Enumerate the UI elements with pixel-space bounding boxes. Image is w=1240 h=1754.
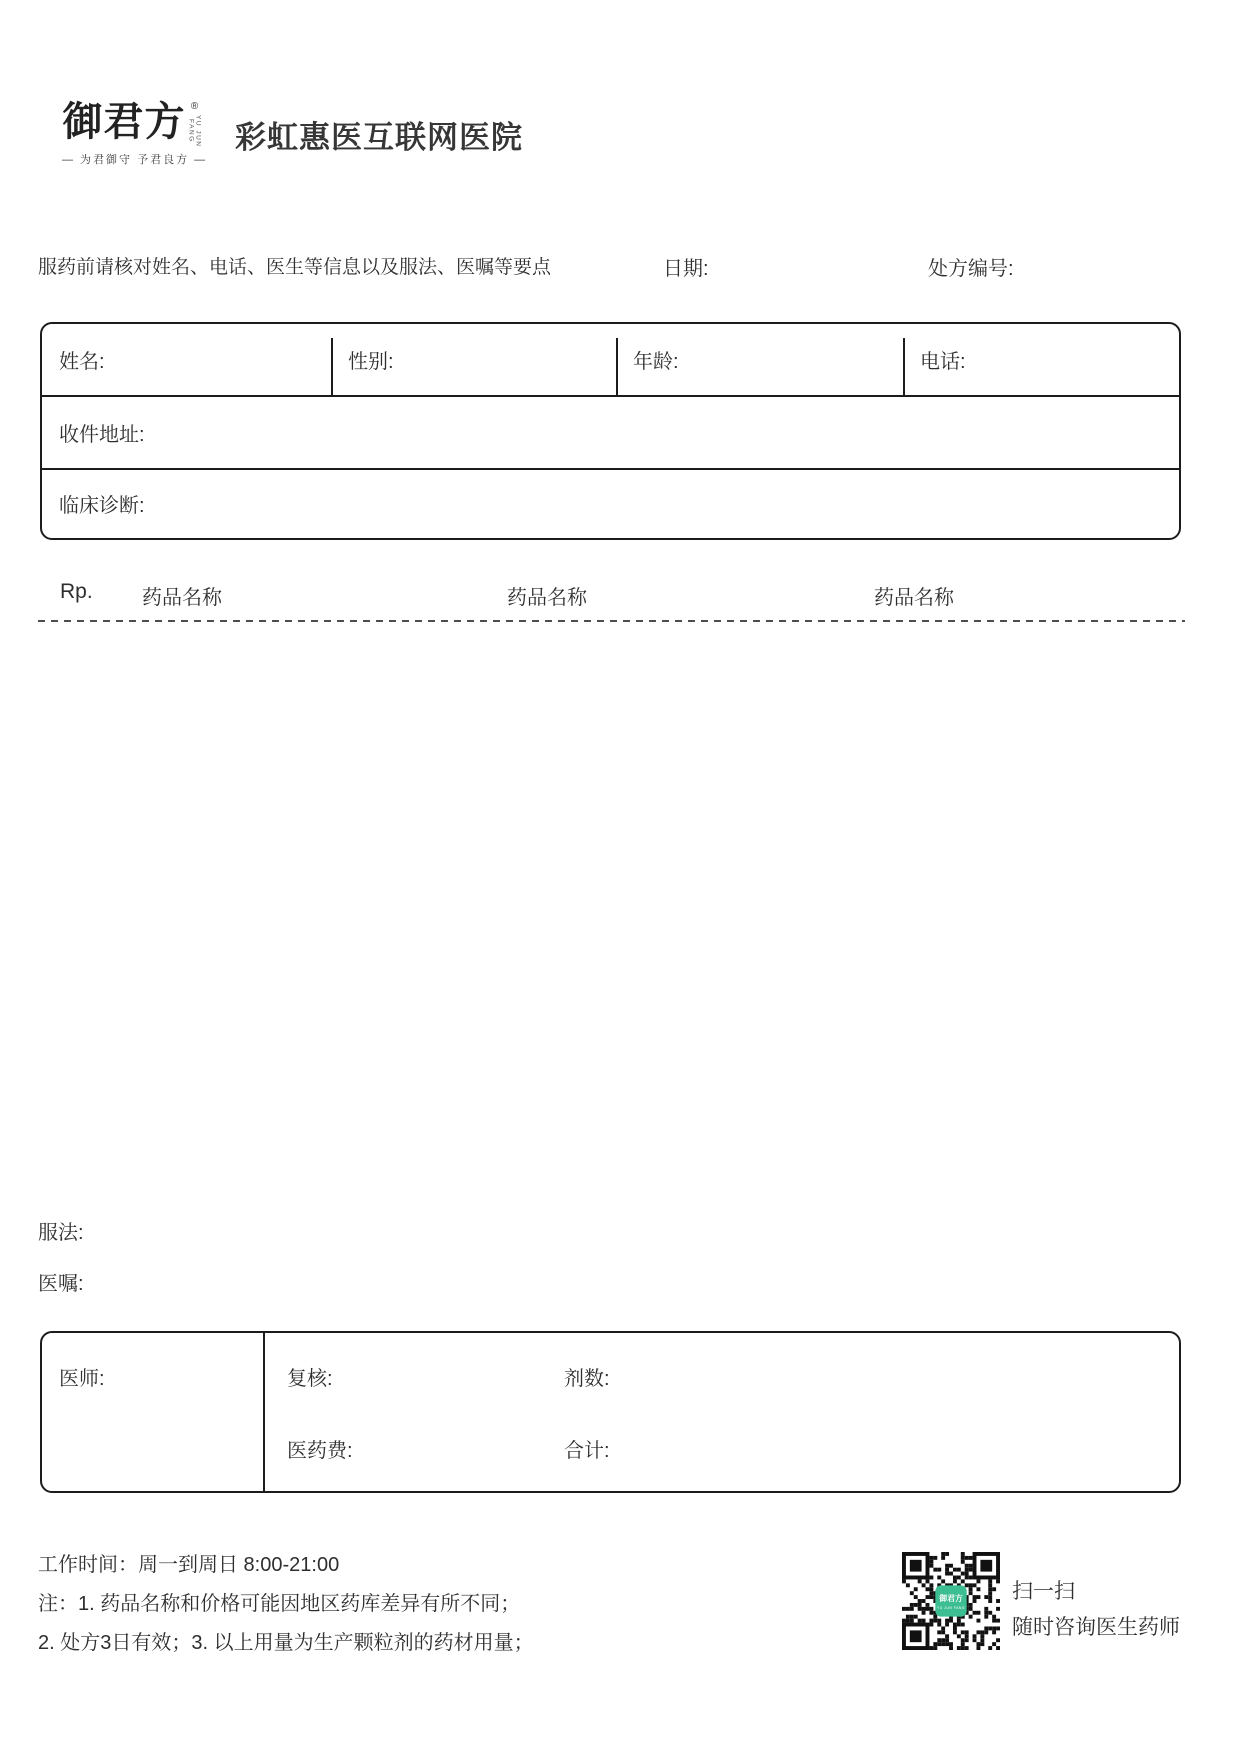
patient-row-basic	[42, 324, 1179, 395]
patient-gender-label: 性别:	[331, 324, 616, 395]
hospital-name: 彩虹惠医互联网医院	[235, 120, 523, 155]
registered-trademark-icon: ®	[190, 101, 199, 112]
patient-age-label: 年龄:	[616, 324, 903, 395]
clinical-diagnosis-label: 临床诊断:	[59, 494, 145, 517]
qr-scan-description: 随时咨询医生药师	[1012, 1616, 1180, 1639]
signature-box	[40, 1331, 1181, 1493]
work-time: 工作时间：周一到周日 8:00-21:00	[38, 1554, 340, 1576]
medication-notice: 服药前请核对姓名、电话、医生等信息以及服法、医嘱等要点	[38, 257, 552, 278]
brand-vertical-text: YU JUN FANG	[187, 114, 202, 148]
qr-code	[902, 1552, 1000, 1650]
note-line-2: 2. 处方3日有效；3. 以上用量为生产颗粒剂的药材用量；	[38, 1632, 534, 1654]
prescription-number-label: 处方编号:	[928, 258, 1014, 280]
rp-label: Rp.	[60, 580, 93, 603]
medical-fee-label: 医药费:	[287, 1440, 353, 1462]
drug-name-header-1: 药品名称	[142, 587, 222, 609]
qr-center-logo-text: 御君方	[939, 1594, 963, 1603]
usage-label: 服法:	[38, 1222, 84, 1244]
qr-scan-label: 扫一扫	[1012, 1580, 1075, 1603]
date-label: 日期:	[663, 258, 709, 280]
brand-tagline: — 为君御守 予君良方 —	[62, 154, 208, 166]
total-label: 合计:	[564, 1440, 610, 1462]
doctor-advice-label: 医嘱:	[38, 1273, 84, 1295]
doses-label: 剂数:	[564, 1368, 610, 1390]
drug-name-header-3: 药品名称	[874, 587, 954, 609]
brand-side	[188, 102, 202, 148]
brand-logo	[62, 99, 208, 167]
patient-phone-label: 电话:	[903, 324, 1179, 395]
patient-info-box	[40, 322, 1181, 540]
drug-name-header-2: 药品名称	[507, 587, 587, 609]
rp-dashed-separator	[38, 620, 1185, 622]
physician-label: 医师:	[59, 1368, 105, 1390]
note-line-1: 注：1. 药品名称和价格可能因地区药库差异有所不同；	[38, 1593, 521, 1615]
review-label: 复核:	[287, 1368, 333, 1390]
footer-notes	[38, 1546, 534, 1663]
brand-name: 御君方	[62, 99, 186, 144]
qr-center-logo-subtext: YU JUN FANG	[936, 1605, 966, 1610]
signature-box-divider	[263, 1333, 265, 1491]
patient-name-label: 姓名:	[59, 351, 105, 373]
patient-address-label: 收件地址:	[59, 424, 145, 446]
